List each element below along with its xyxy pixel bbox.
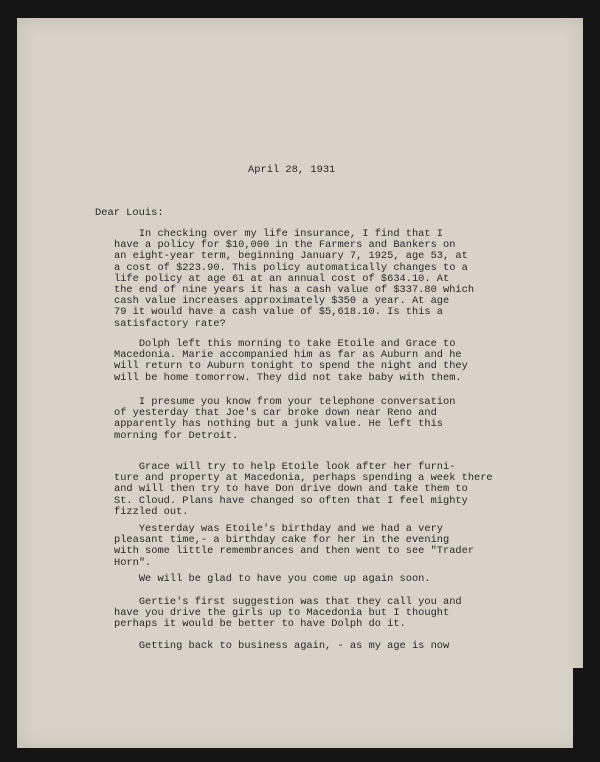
paragraph-line: have you drive the girls up to Macedonia but I thought xyxy=(114,607,450,620)
paragraph-line: cash value increases approximately $350 a year. At age xyxy=(114,295,450,308)
paragraph-line: Getting back to business again, - as my age is now xyxy=(114,640,450,652)
paragraph-visit xyxy=(114,574,529,585)
paragraph-dolph xyxy=(114,339,529,384)
paragraph-line: with some little remembrances and then went to see "Trader xyxy=(114,545,475,558)
paragraph-line: of yesterday that Joe's car broke down near Reno and xyxy=(114,407,437,420)
paragraph-line: morning for Detroit. xyxy=(114,429,239,442)
paragraph-line: Yesterday was Etoile's birthday and we had a very xyxy=(114,523,443,535)
paragraph-line: St. Cloud. Plans have changed so often that I feel mighty xyxy=(114,494,468,507)
paragraph-line: an eight-year term, beginning January 7, 1925, age 53, at xyxy=(114,250,468,263)
paragraph-line: will be home tomorrow. They did not take baby with them. xyxy=(114,371,462,384)
paragraph-line: perhaps it would be better to have Dolph do it. xyxy=(114,618,406,631)
paragraph-line: Grace will try to help Etoile look after her furni- xyxy=(114,461,456,473)
paragraph-line: Gertie's first suggestion was that they call you and xyxy=(114,596,462,608)
paragraph-line: and will then try to have Don drive down and take them to xyxy=(114,483,468,496)
paragraph-line: In checking over my life insurance, I find that I xyxy=(114,228,443,240)
paragraph-line: a cost of $223.90. This policy automatically changes to a xyxy=(114,261,468,274)
paragraph-line: the end of nine years it has a cash value of $337.80 which xyxy=(114,284,475,297)
paragraph-line: apparently has nothing but a junk value. He left this xyxy=(114,418,443,431)
paragraph-line: We will be glad to have you come up again soon. xyxy=(114,573,431,585)
paragraph-gertie xyxy=(114,597,529,631)
paragraph-line: fizzled out. xyxy=(114,505,189,518)
page-edge-tear xyxy=(573,668,583,748)
paragraph-line: satisfactory rate? xyxy=(114,317,226,330)
paragraph-line: I presume you know from your telephone conversation xyxy=(114,396,456,408)
paragraph-insurance xyxy=(114,229,529,330)
paragraph-birthday xyxy=(114,524,529,569)
letter-date: April 28, 1931 xyxy=(248,164,336,176)
paragraph-line: have a policy for $10,000 in the Farmers and Bankers on xyxy=(114,239,456,252)
paragraph-line: Horn". xyxy=(114,556,152,569)
paragraph-line: Dolph left this morning to take Etoile and Grace to xyxy=(114,338,456,350)
salutation: Dear Louis: xyxy=(95,207,164,219)
paragraph-line: will return to Auburn tonight to spend the night and they xyxy=(114,360,468,373)
paragraph-joe-car xyxy=(114,397,529,442)
paragraph-line: Macedonia. Marie accompanied him as far as Auburn and he xyxy=(114,349,462,362)
paragraph-grace xyxy=(114,462,529,518)
paragraph-line: pleasant time,- a birthday cake for her in the evening xyxy=(114,534,450,547)
paragraph-line: life policy at age 61 at an annual cost of $634.10. At xyxy=(114,272,450,285)
paragraph-business xyxy=(114,641,529,652)
paragraph-line: 79 it would have a cash value of $5,618.10. Is this a xyxy=(114,306,443,319)
paragraph-line: ture and property at Macedonia, perhaps spending a week there xyxy=(114,472,493,485)
